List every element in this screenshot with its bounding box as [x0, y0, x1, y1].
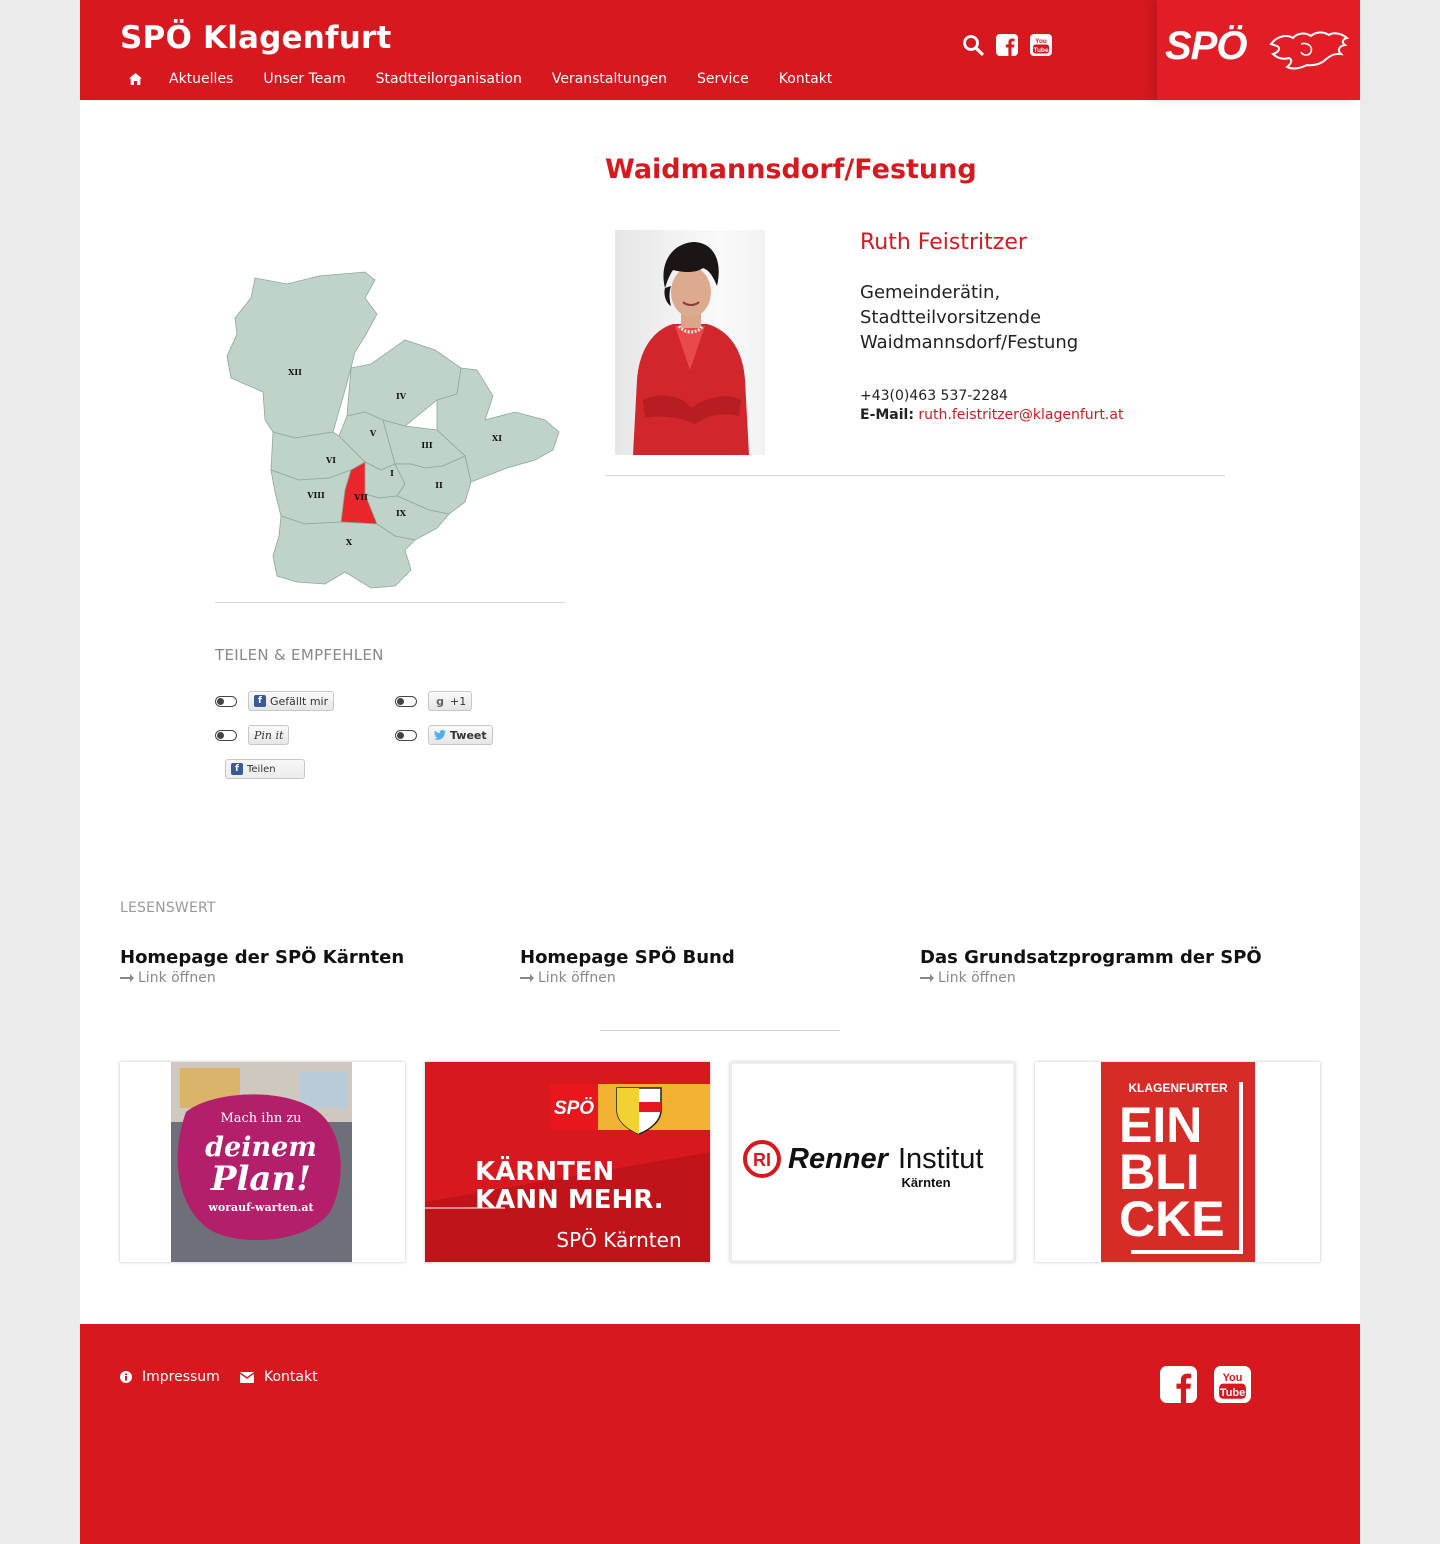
map-label-iii: III [421, 440, 433, 450]
main-nav [120, 68, 862, 90]
like-toggle[interactable] [215, 696, 237, 707]
einblicke-top: KLAGENFURTER [1128, 1081, 1228, 1095]
lesenswert-item-title[interactable]: Homepage SPÖ Bund [520, 947, 735, 968]
map-label-xi: XI [492, 433, 502, 443]
plus-label: +1 [450, 694, 467, 708]
nav-item-aktuelles[interactable]: Aktuelles [169, 71, 234, 87]
person-email [860, 407, 1123, 423]
nav-item-stadtteilorganisation[interactable]: Stadtteilorganisation [375, 71, 522, 87]
share-pin-row [215, 725, 289, 745]
share-label: Teilen [247, 763, 276, 775]
youtube-icon[interactable] [1030, 34, 1052, 56]
arrow-right-icon [120, 970, 134, 986]
facebook-icon: f [254, 695, 266, 707]
share-title: TEILEN & EMPFEHLEN [215, 646, 384, 664]
link-label: Link öffnen [538, 970, 616, 986]
map-label-i: I [390, 468, 394, 478]
map-label-xii: XII [288, 367, 302, 377]
nav-item-service[interactable]: Service [697, 71, 749, 87]
page-title: Waidmannsdorf/Festung [605, 154, 977, 185]
district-map [215, 270, 565, 595]
svg-text:Tube: Tube [1219, 1386, 1246, 1399]
banner-plan-line2: deinem [205, 1132, 317, 1163]
google-icon: g [436, 694, 444, 708]
map-label-vii: VII [354, 492, 368, 502]
banner-line3: SPÖ Kärnten [556, 1228, 682, 1252]
link-open[interactable] [920, 970, 1300, 986]
einblicke-line2: BLI [1119, 1144, 1200, 1200]
ri-logo-icon: RI [753, 1150, 771, 1170]
share-teilen-row [225, 759, 305, 779]
banner-plan-line3: Plan! [210, 1159, 312, 1199]
plus-toggle[interactable] [395, 696, 417, 707]
lesenswert-item [120, 947, 500, 986]
einblicke-line1: EIN [1119, 1097, 1203, 1153]
footer-link-label: Impressum [142, 1369, 220, 1385]
pin-toggle[interactable] [215, 730, 237, 741]
banner-renner-institut[interactable] [730, 1062, 1015, 1262]
footer-link-kontakt[interactable] [240, 1369, 318, 1385]
search-icon[interactable] [962, 34, 984, 56]
logo-text: SPÖ [1165, 24, 1247, 68]
banner-line1: KÄRNTEN [475, 1157, 615, 1187]
map-label-v: V [369, 428, 377, 438]
home-icon[interactable] [124, 68, 146, 90]
tweet-label: Tweet [450, 728, 487, 742]
share-like-row [215, 691, 334, 711]
pinterest-button[interactable]: Pin it [248, 725, 289, 745]
renner-label: Renner [788, 1143, 888, 1175]
banner-kaernten-kann-mehr[interactable] [425, 1062, 710, 1262]
banner-line2: KANN MEHR. [475, 1185, 664, 1215]
lesenswert-item [920, 947, 1300, 986]
spoe-logo[interactable] [1157, 0, 1360, 100]
person-role [860, 280, 1220, 355]
map-label-iv: IV [396, 391, 406, 401]
site-header [80, 0, 1360, 100]
divider [605, 475, 1225, 476]
role-line: Gemeinderätin, [860, 282, 1001, 303]
role-line: Stadtteilvorsitzende [860, 307, 1042, 328]
facebook-share-button[interactable] [225, 759, 305, 779]
nav-item-unser-team[interactable]: Unser Team [263, 71, 346, 87]
divider [600, 1030, 840, 1031]
map-label-x: X [345, 537, 353, 547]
tweet-button[interactable] [428, 725, 493, 745]
arrow-right-icon [920, 970, 934, 986]
banner-plan-line4: worauf-warten.at [208, 1201, 314, 1214]
svg-text:Tube: Tube [1033, 46, 1049, 54]
envelope-icon [240, 1372, 254, 1383]
link-label: Link öffnen [938, 970, 1016, 986]
nav-item-veranstaltungen[interactable]: Veranstaltungen [551, 71, 667, 87]
lesenswert-title: LESENSWERT [120, 900, 216, 916]
footer-link-label: Kontakt [264, 1369, 318, 1385]
site-title[interactable]: SPÖ Klagenfurt [120, 20, 392, 56]
arrow-right-icon [520, 970, 534, 986]
person-name: Ruth Feistritzer [860, 230, 1027, 255]
nav-item-kontakt[interactable]: Kontakt [778, 71, 833, 87]
banner-plan-line1: Mach ihn zu [220, 1111, 302, 1126]
page [80, 0, 1360, 1544]
footer-facebook-icon[interactable] [1160, 1366, 1197, 1407]
like-label: Gefällt mir [270, 694, 329, 708]
map-label-vi: VI [326, 455, 336, 465]
map-label-viii: VIII [307, 490, 325, 500]
svg-text:You: You [1222, 1372, 1243, 1385]
site-footer [80, 1324, 1360, 1544]
share-plus-row [395, 691, 472, 711]
footer-link-impressum[interactable] [120, 1369, 220, 1385]
email-link[interactable]: ruth.feistritzer@klagenfurt.at [918, 407, 1124, 423]
google-plus-button[interactable] [428, 691, 472, 711]
footer-youtube-icon[interactable] [1214, 1366, 1251, 1407]
info-icon [120, 1371, 132, 1383]
kaernten-label: Kärnten [901, 1175, 951, 1190]
tweet-toggle[interactable] [395, 730, 417, 741]
email-label: E-Mail: [860, 407, 914, 423]
eagle-icon [1267, 30, 1353, 72]
share-tweet-row [395, 725, 493, 745]
divider [215, 602, 565, 603]
header-icons [962, 34, 1064, 56]
banner-plan[interactable] [120, 1062, 405, 1262]
portrait-photo [615, 230, 765, 455]
twitter-icon [434, 729, 446, 741]
person-phone: +43(0)463 537-2284 [860, 388, 1008, 404]
institut-label: Institut [898, 1143, 984, 1175]
link-open[interactable] [120, 970, 500, 986]
lesenswert-item-title[interactable]: Homepage der SPÖ Kärnten [120, 947, 405, 968]
map-label-ix: IX [396, 508, 406, 518]
role-line: Waidmannsdorf/Festung [860, 332, 1079, 353]
facebook-icon[interactable] [996, 34, 1018, 56]
link-label: Link öffnen [138, 970, 216, 986]
facebook-icon: f [231, 763, 243, 775]
lesenswert-item [520, 947, 900, 986]
svg-text:You: You [1035, 38, 1047, 45]
map-label-ii: II [435, 480, 443, 490]
link-open[interactable] [520, 970, 900, 986]
banner-klagenfurter-einblicke[interactable] [1035, 1062, 1320, 1262]
facebook-like-button[interactable] [248, 691, 334, 711]
banner-spoe-badge: SPÖ [553, 1098, 595, 1119]
lesenswert-item-title[interactable]: Das Grundsatzprogramm der SPÖ [920, 947, 1262, 968]
einblicke-line3: CKE [1119, 1191, 1225, 1247]
